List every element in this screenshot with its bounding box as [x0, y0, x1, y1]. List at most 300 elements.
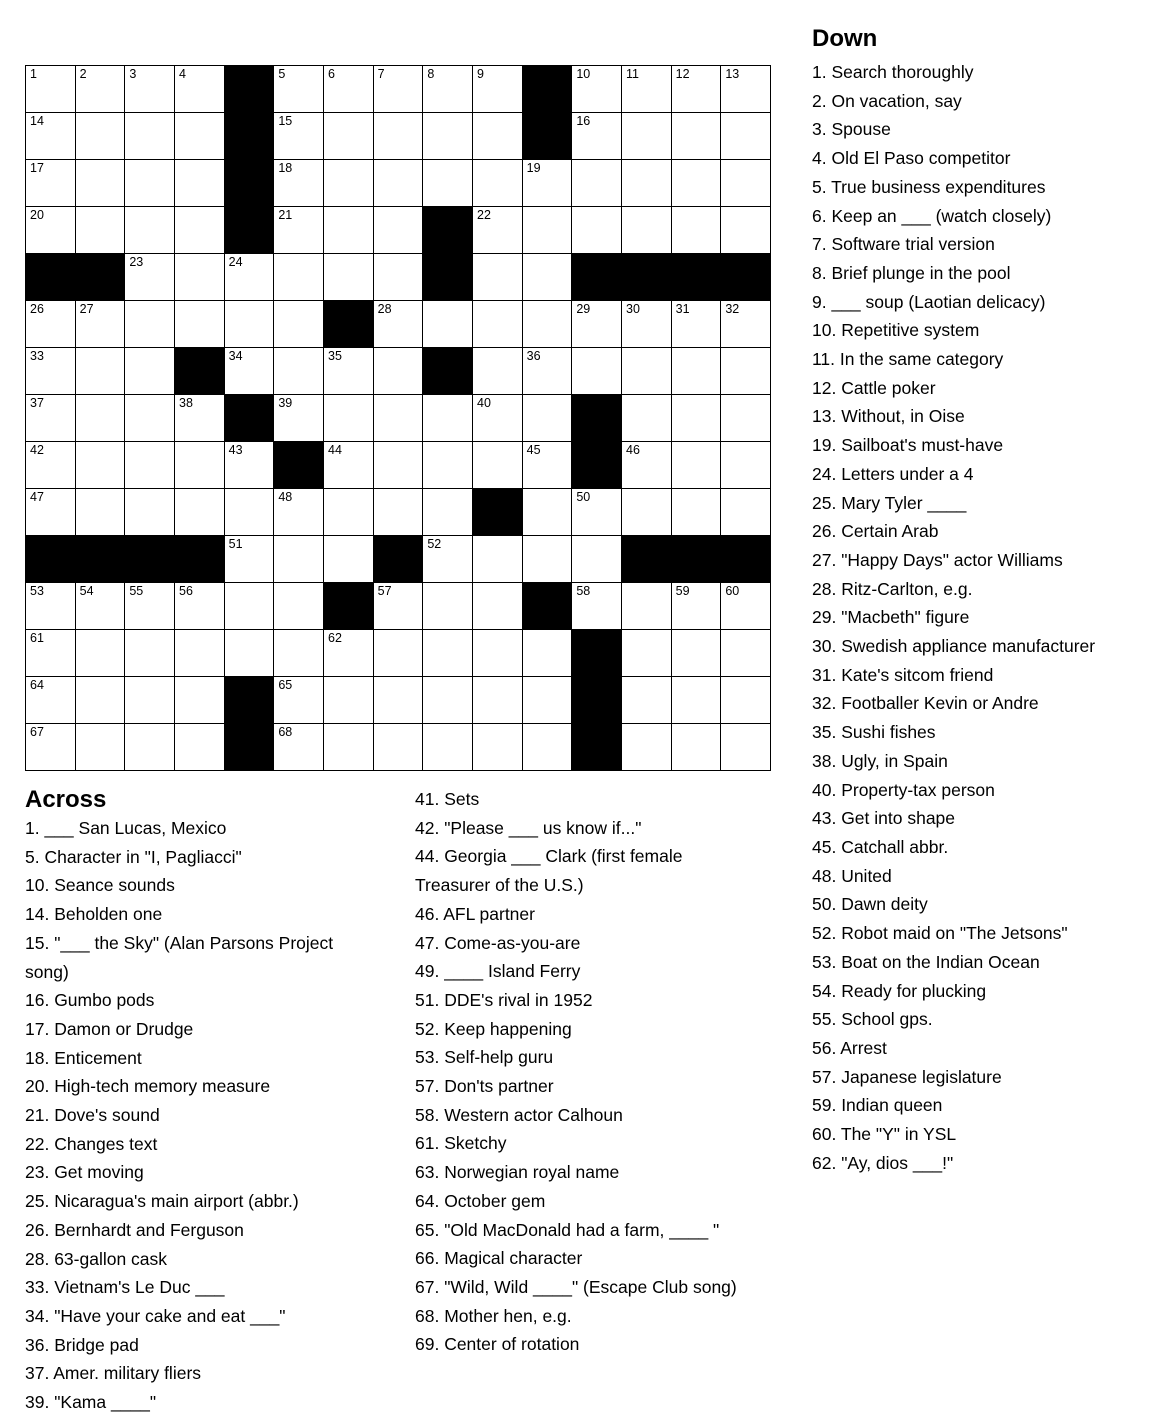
grid-cell[interactable]: [472, 159, 522, 206]
grid-block: [224, 159, 274, 206]
grid-cell[interactable]: [422, 629, 472, 676]
grid-cell[interactable]: [323, 629, 373, 676]
grid-cell[interactable]: [273, 535, 323, 582]
grid-cell[interactable]: [671, 676, 721, 723]
clue-number: 35: [328, 349, 342, 363]
grid-cell[interactable]: [571, 206, 621, 253]
clue-item: 1. Search thoroughly: [812, 62, 974, 82]
grid-cell[interactable]: [671, 206, 721, 253]
grid-cell[interactable]: [174, 300, 224, 347]
clue-number: 55: [129, 584, 144, 598]
clue-item: 26. Bernhardt and Ferguson: [25, 1219, 244, 1240]
grid-cell[interactable]: [273, 65, 323, 112]
grid-cell[interactable]: [571, 582, 621, 629]
grid-cell[interactable]: [422, 441, 472, 488]
grid-cell[interactable]: [571, 159, 621, 206]
grid-cell[interactable]: [174, 488, 224, 535]
grid-cell[interactable]: [571, 65, 621, 112]
grid-cell[interactable]: [522, 159, 572, 206]
grid-block: [571, 441, 621, 488]
clue-item: 40. Property-tax person: [812, 779, 995, 800]
grid-cell[interactable]: [75, 723, 125, 770]
grid-cell[interactable]: [571, 300, 621, 347]
clue-item: 38. Ugly, in Spain: [812, 750, 948, 771]
grid-block: [571, 723, 621, 770]
grid-cell[interactable]: [25, 347, 75, 394]
grid-block: [571, 253, 621, 300]
grid-cell[interactable]: [671, 441, 721, 488]
grid-cell[interactable]: [174, 253, 224, 300]
clue-number: 36: [526, 349, 541, 363]
grid-cell[interactable]: [174, 112, 224, 159]
clue-item: 5. True business expenditures: [812, 176, 1046, 197]
grid-cell[interactable]: [373, 253, 423, 300]
grid-cell[interactable]: [124, 253, 174, 300]
grid-cell[interactable]: [25, 488, 75, 535]
grid-cell[interactable]: [571, 535, 621, 582]
grid-cell[interactable]: [522, 629, 572, 676]
crossword-grid: [25, 65, 771, 771]
grid-block: [174, 535, 224, 582]
grid-cell[interactable]: [422, 535, 472, 582]
grid-cell[interactable]: [323, 394, 373, 441]
grid-cell[interactable]: [720, 206, 770, 253]
grid-cell[interactable]: [522, 441, 572, 488]
grid-cell[interactable]: [124, 300, 174, 347]
clue-number: 60: [725, 584, 740, 598]
clue-item: 28. Ritz-Carlton, e.g.: [812, 578, 973, 599]
grid-cell[interactable]: [124, 629, 174, 676]
clue-number: 54: [79, 584, 94, 598]
clue-item: song): [25, 961, 69, 982]
clue-item: 30. Swedish appliance manufacturer: [812, 636, 1096, 657]
grid-cell[interactable]: [25, 300, 75, 347]
grid-cell[interactable]: [373, 65, 423, 112]
clue-item: 44. Georgia ___ Clark (first female: [415, 846, 683, 867]
grid-block: [224, 112, 274, 159]
grid-cell[interactable]: [472, 112, 522, 159]
grid-cell[interactable]: [621, 65, 671, 112]
grid-cell[interactable]: [621, 112, 671, 159]
clue-number: 42: [30, 443, 44, 457]
clue-item: 64. October gem: [415, 1190, 546, 1211]
clue-item: 10. Seance sounds: [25, 875, 175, 896]
clue-item: 33. Vietnam's Le Duc ___: [25, 1277, 225, 1298]
grid-cell[interactable]: [323, 723, 373, 770]
clue-number: 40: [477, 396, 491, 410]
grid-cell[interactable]: [224, 253, 274, 300]
grid-cell[interactable]: [124, 676, 174, 723]
clue-item: Treasurer of the U.S.): [415, 875, 584, 896]
grid-cell[interactable]: [323, 112, 373, 159]
clue-number: 7: [377, 67, 385, 81]
grid-cell[interactable]: [621, 206, 671, 253]
grid-cell[interactable]: [422, 582, 472, 629]
grid-cell[interactable]: [25, 441, 75, 488]
grid-cell[interactable]: [522, 488, 572, 535]
grid-cell[interactable]: [75, 488, 125, 535]
grid-cell[interactable]: [75, 629, 125, 676]
grid-block: [472, 488, 522, 535]
grid-cell[interactable]: [174, 206, 224, 253]
grid-cell[interactable]: [373, 582, 423, 629]
clue-number: 29: [576, 302, 591, 316]
grid-cell[interactable]: [273, 488, 323, 535]
grid-cell[interactable]: [621, 676, 671, 723]
grid-cell[interactable]: [25, 159, 75, 206]
grid-cell[interactable]: [323, 535, 373, 582]
grid-block: [621, 253, 671, 300]
grid-cell[interactable]: [174, 159, 224, 206]
grid-cell[interactable]: [472, 65, 522, 112]
grid-cell[interactable]: [373, 723, 423, 770]
clue-item: 57. Japanese legislature: [812, 1066, 1002, 1087]
grid-cell[interactable]: [323, 159, 373, 206]
grid-cell[interactable]: [75, 347, 125, 394]
clue-number: 26: [30, 302, 44, 316]
grid-cell[interactable]: [124, 347, 174, 394]
grid-cell[interactable]: [224, 629, 274, 676]
clue-number: 58: [576, 584, 591, 598]
clue-item: 59. Indian queen: [812, 1095, 943, 1116]
grid-cell[interactable]: [472, 206, 522, 253]
clue-number: 12: [675, 67, 690, 81]
grid-cell[interactable]: [273, 347, 323, 394]
grid-cell[interactable]: [472, 676, 522, 723]
clue-number: 39: [278, 396, 293, 410]
clue-item: 51. DDE's rival in 1952: [415, 989, 593, 1010]
grid-cell[interactable]: [323, 206, 373, 253]
grid-cell[interactable]: [373, 676, 423, 723]
clue-item: 19. Sailboat's must-have: [812, 435, 1004, 456]
grid-cell[interactable]: [75, 206, 125, 253]
grid-cell[interactable]: [472, 441, 522, 488]
grid-cell[interactable]: [124, 488, 174, 535]
clue-item: 6. Keep an ___ (watch closely): [812, 205, 1052, 226]
grid-cell[interactable]: [522, 394, 572, 441]
clue-number: 23: [129, 255, 144, 269]
grid-cell[interactable]: [522, 535, 572, 582]
grid-block: [720, 253, 770, 300]
clue-number: 52: [427, 537, 442, 551]
grid-cell[interactable]: [25, 676, 75, 723]
clue-item: 34. "Have your cake and eat ___": [25, 1305, 286, 1326]
grid-cell[interactable]: [522, 676, 572, 723]
grid-cell[interactable]: [75, 300, 125, 347]
grid-cell[interactable]: [720, 159, 770, 206]
clue-item: 15. "___ the Sky" (Alan Parsons Project: [25, 932, 334, 953]
clue-number: 1: [30, 67, 37, 81]
grid-cell[interactable]: [671, 65, 721, 112]
clue-item: 11. In the same category: [812, 349, 1004, 370]
grid-cell[interactable]: [75, 112, 125, 159]
grid-cell[interactable]: [720, 723, 770, 770]
grid-cell[interactable]: [571, 488, 621, 535]
clue-item: 49. ____ Island Ferry: [415, 961, 581, 982]
grid-cell[interactable]: [323, 65, 373, 112]
grid-cell[interactable]: [522, 723, 572, 770]
grid-cell[interactable]: [124, 723, 174, 770]
grid-cell[interactable]: [25, 394, 75, 441]
clue-item: 25. Nicaragua's main airport (abbr.): [25, 1191, 299, 1212]
grid-block: [671, 253, 721, 300]
down-heading: Down: [812, 25, 878, 52]
clue-item: 1. ___ San Lucas, Mexico: [25, 818, 227, 838]
clue-item: 7. Software trial version: [812, 234, 995, 255]
grid-cell[interactable]: [273, 206, 323, 253]
clue-item: 61. Sketchy: [415, 1133, 507, 1154]
grid-cell[interactable]: [422, 723, 472, 770]
grid-cell[interactable]: [472, 582, 522, 629]
grid-cell[interactable]: [522, 253, 572, 300]
clue-number: 16: [576, 114, 591, 128]
grid-cell[interactable]: [671, 723, 721, 770]
clue-number: 5: [278, 67, 286, 81]
grid-cell[interactable]: [472, 535, 522, 582]
grid-cell[interactable]: [621, 488, 671, 535]
grid-cell[interactable]: [720, 676, 770, 723]
grid-cell[interactable]: [671, 347, 721, 394]
grid-cell[interactable]: [25, 206, 75, 253]
grid-cell[interactable]: [25, 112, 75, 159]
clue-item: 47. Come-as-you-are: [415, 932, 581, 953]
clue-number: 47: [30, 490, 44, 504]
grid-cell[interactable]: [124, 582, 174, 629]
grid-block: [273, 441, 323, 488]
grid-cell[interactable]: [373, 629, 423, 676]
grid-cell[interactable]: [224, 441, 274, 488]
clue-number: 21: [278, 208, 293, 222]
grid-block: [522, 112, 572, 159]
clue-number: 20: [30, 208, 44, 222]
grid-cell[interactable]: [174, 441, 224, 488]
grid-cell[interactable]: [422, 676, 472, 723]
grid-cell[interactable]: [720, 441, 770, 488]
grid-cell[interactable]: [720, 347, 770, 394]
grid-block: [224, 723, 274, 770]
clue-number: 43: [228, 443, 243, 457]
grid-cell[interactable]: [720, 582, 770, 629]
grid-cell[interactable]: [75, 441, 125, 488]
grid-cell[interactable]: [373, 488, 423, 535]
grid-cell[interactable]: [273, 253, 323, 300]
clue-number: 50: [576, 490, 591, 504]
clue-item: 25. Mary Tyler ____: [812, 492, 967, 513]
grid-cell[interactable]: [522, 300, 572, 347]
grid-cell[interactable]: [174, 582, 224, 629]
grid-cell[interactable]: [75, 394, 125, 441]
grid-cell[interactable]: [373, 394, 423, 441]
clue-number: 18: [278, 161, 293, 175]
clue-item: 42. "Please ___ us know if...": [415, 817, 642, 838]
grid-cell[interactable]: [472, 629, 522, 676]
grid-cell[interactable]: [124, 206, 174, 253]
clue-item: 20. High-tech memory measure: [25, 1076, 271, 1097]
grid-cell[interactable]: [373, 441, 423, 488]
grid-cell[interactable]: [323, 488, 373, 535]
clue-item: 26. Certain Arab: [812, 521, 939, 542]
clue-item: 57. Don'ts partner: [415, 1076, 554, 1097]
grid-cell[interactable]: [720, 65, 770, 112]
grid-cell[interactable]: [373, 112, 423, 159]
grid-cell[interactable]: [323, 253, 373, 300]
clue-number: 68: [278, 725, 293, 739]
grid-cell[interactable]: [671, 394, 721, 441]
grid-cell[interactable]: [75, 65, 125, 112]
grid-block: [124, 535, 174, 582]
clue-item: 32. Footballer Kevin or Andre: [812, 693, 1039, 714]
grid-cell[interactable]: [472, 723, 522, 770]
grid-cell[interactable]: [273, 112, 323, 159]
grid-cell[interactable]: [224, 347, 274, 394]
grid-cell[interactable]: [422, 300, 472, 347]
clue-item: 63. Norwegian royal name: [415, 1162, 620, 1183]
grid-cell[interactable]: [671, 159, 721, 206]
clue-item: 10. Repetitive system: [812, 320, 980, 341]
grid-cell[interactable]: [373, 206, 423, 253]
across-heading: Across: [25, 786, 107, 813]
grid-cell[interactable]: [422, 488, 472, 535]
clue-item: 3. Spouse: [812, 119, 891, 140]
grid-block: [323, 582, 373, 629]
grid-cell[interactable]: [571, 347, 621, 394]
grid-cell[interactable]: [422, 112, 472, 159]
grid-cell[interactable]: [373, 300, 423, 347]
grid-cell[interactable]: [273, 723, 323, 770]
grid-cell[interactable]: [224, 535, 274, 582]
grid-cell[interactable]: [571, 112, 621, 159]
clue-number: 62: [328, 631, 342, 645]
grid-cell[interactable]: [75, 159, 125, 206]
grid-cell[interactable]: [174, 629, 224, 676]
grid-cell[interactable]: [124, 112, 174, 159]
grid-cell[interactable]: [124, 394, 174, 441]
grid-block: [25, 253, 75, 300]
grid-cell[interactable]: [621, 347, 671, 394]
grid-block: [571, 676, 621, 723]
grid-cell[interactable]: [621, 629, 671, 676]
grid-cell[interactable]: [224, 488, 274, 535]
down-clue-list: [812, 58, 1095, 1177]
clue-item: 31. Kate's sitcom friend: [812, 664, 994, 685]
grid-cell[interactable]: [621, 441, 671, 488]
grid-cell[interactable]: [373, 159, 423, 206]
grid-cell[interactable]: [224, 300, 274, 347]
grid-cell[interactable]: [273, 582, 323, 629]
grid-cell[interactable]: [720, 629, 770, 676]
grid-block: [174, 347, 224, 394]
grid-cell[interactable]: [621, 723, 671, 770]
clue-item: 66. Magical character: [415, 1248, 583, 1269]
clue-number: 3: [129, 67, 137, 81]
clue-item: 58. Western actor Calhoun: [415, 1104, 623, 1125]
grid-cell[interactable]: [124, 441, 174, 488]
grid-cell[interactable]: [472, 347, 522, 394]
clue-item: 43. Get into shape: [812, 808, 956, 829]
grid-cell[interactable]: [25, 582, 75, 629]
clue-number: 24: [228, 255, 243, 269]
grid-cell[interactable]: [174, 723, 224, 770]
grid-cell[interactable]: [472, 253, 522, 300]
grid-cell[interactable]: [323, 676, 373, 723]
grid-block: [571, 629, 621, 676]
clue-item: 35. Sushi fishes: [812, 722, 936, 743]
grid-cell[interactable]: [323, 441, 373, 488]
clue-item: 56. Arrest: [812, 1037, 887, 1058]
grid-cell[interactable]: [720, 112, 770, 159]
grid-block: [323, 300, 373, 347]
grid-cell[interactable]: [124, 65, 174, 112]
clue-item: 54. Ready for plucking: [812, 980, 987, 1001]
grid-cell[interactable]: [671, 300, 721, 347]
clue-item: 21. Dove's sound: [25, 1105, 160, 1126]
grid-cell[interactable]: [472, 394, 522, 441]
grid-cell[interactable]: [124, 159, 174, 206]
clue-number: 31: [675, 302, 690, 316]
grid-cell[interactable]: [273, 629, 323, 676]
grid-cell[interactable]: [422, 394, 472, 441]
grid-cell[interactable]: [373, 347, 423, 394]
grid-cell[interactable]: [720, 488, 770, 535]
grid-cell[interactable]: [224, 582, 274, 629]
grid-cell[interactable]: [422, 159, 472, 206]
clue-number: 6: [328, 67, 335, 81]
grid-cell[interactable]: [472, 300, 522, 347]
clue-item: 13. Without, in Oise: [812, 406, 965, 427]
clue-item: 39. "Kama ____": [25, 1392, 157, 1413]
grid-cell[interactable]: [720, 300, 770, 347]
grid-cell[interactable]: [25, 629, 75, 676]
grid-cell[interactable]: [522, 347, 572, 394]
clue-item: 8. Brief plunge in the pool: [812, 262, 1011, 283]
grid-cell[interactable]: [671, 488, 721, 535]
grid-cell[interactable]: [621, 159, 671, 206]
grid-cell[interactable]: [671, 582, 721, 629]
grid-cell[interactable]: [273, 159, 323, 206]
grid-cell[interactable]: [621, 394, 671, 441]
grid-cell[interactable]: [273, 676, 323, 723]
grid-cell[interactable]: [323, 347, 373, 394]
grid-cell[interactable]: [522, 206, 572, 253]
clue-number: 48: [278, 490, 293, 504]
grid-cell[interactable]: [75, 582, 125, 629]
grid-cell[interactable]: [720, 394, 770, 441]
grid-cell[interactable]: [671, 112, 721, 159]
clue-number: 19: [526, 161, 541, 175]
grid-cell[interactable]: [25, 65, 75, 112]
grid-cell[interactable]: [174, 676, 224, 723]
grid-cell[interactable]: [422, 65, 472, 112]
grid-cell[interactable]: [671, 629, 721, 676]
grid-cell[interactable]: [273, 394, 323, 441]
clue-item: 4. Old El Paso competitor: [812, 148, 1011, 169]
clue-number: 15: [278, 114, 293, 128]
clue-number: 17: [30, 161, 44, 175]
grid-cell[interactable]: [174, 394, 224, 441]
clue-number: 56: [179, 584, 193, 598]
grid-cell[interactable]: [273, 300, 323, 347]
clue-item: 62. "Ay, dios ___!": [812, 1152, 954, 1173]
clue-number: 38: [179, 396, 193, 410]
grid-cell[interactable]: [621, 300, 671, 347]
clue-item: 53. Boat on the Indian Ocean: [812, 951, 1040, 972]
grid-cell[interactable]: [25, 723, 75, 770]
grid-cell[interactable]: [174, 65, 224, 112]
clue-number: 28: [377, 302, 392, 316]
grid-cell[interactable]: [621, 582, 671, 629]
grid-cell[interactable]: [75, 676, 125, 723]
clue-number: 57: [377, 584, 392, 598]
